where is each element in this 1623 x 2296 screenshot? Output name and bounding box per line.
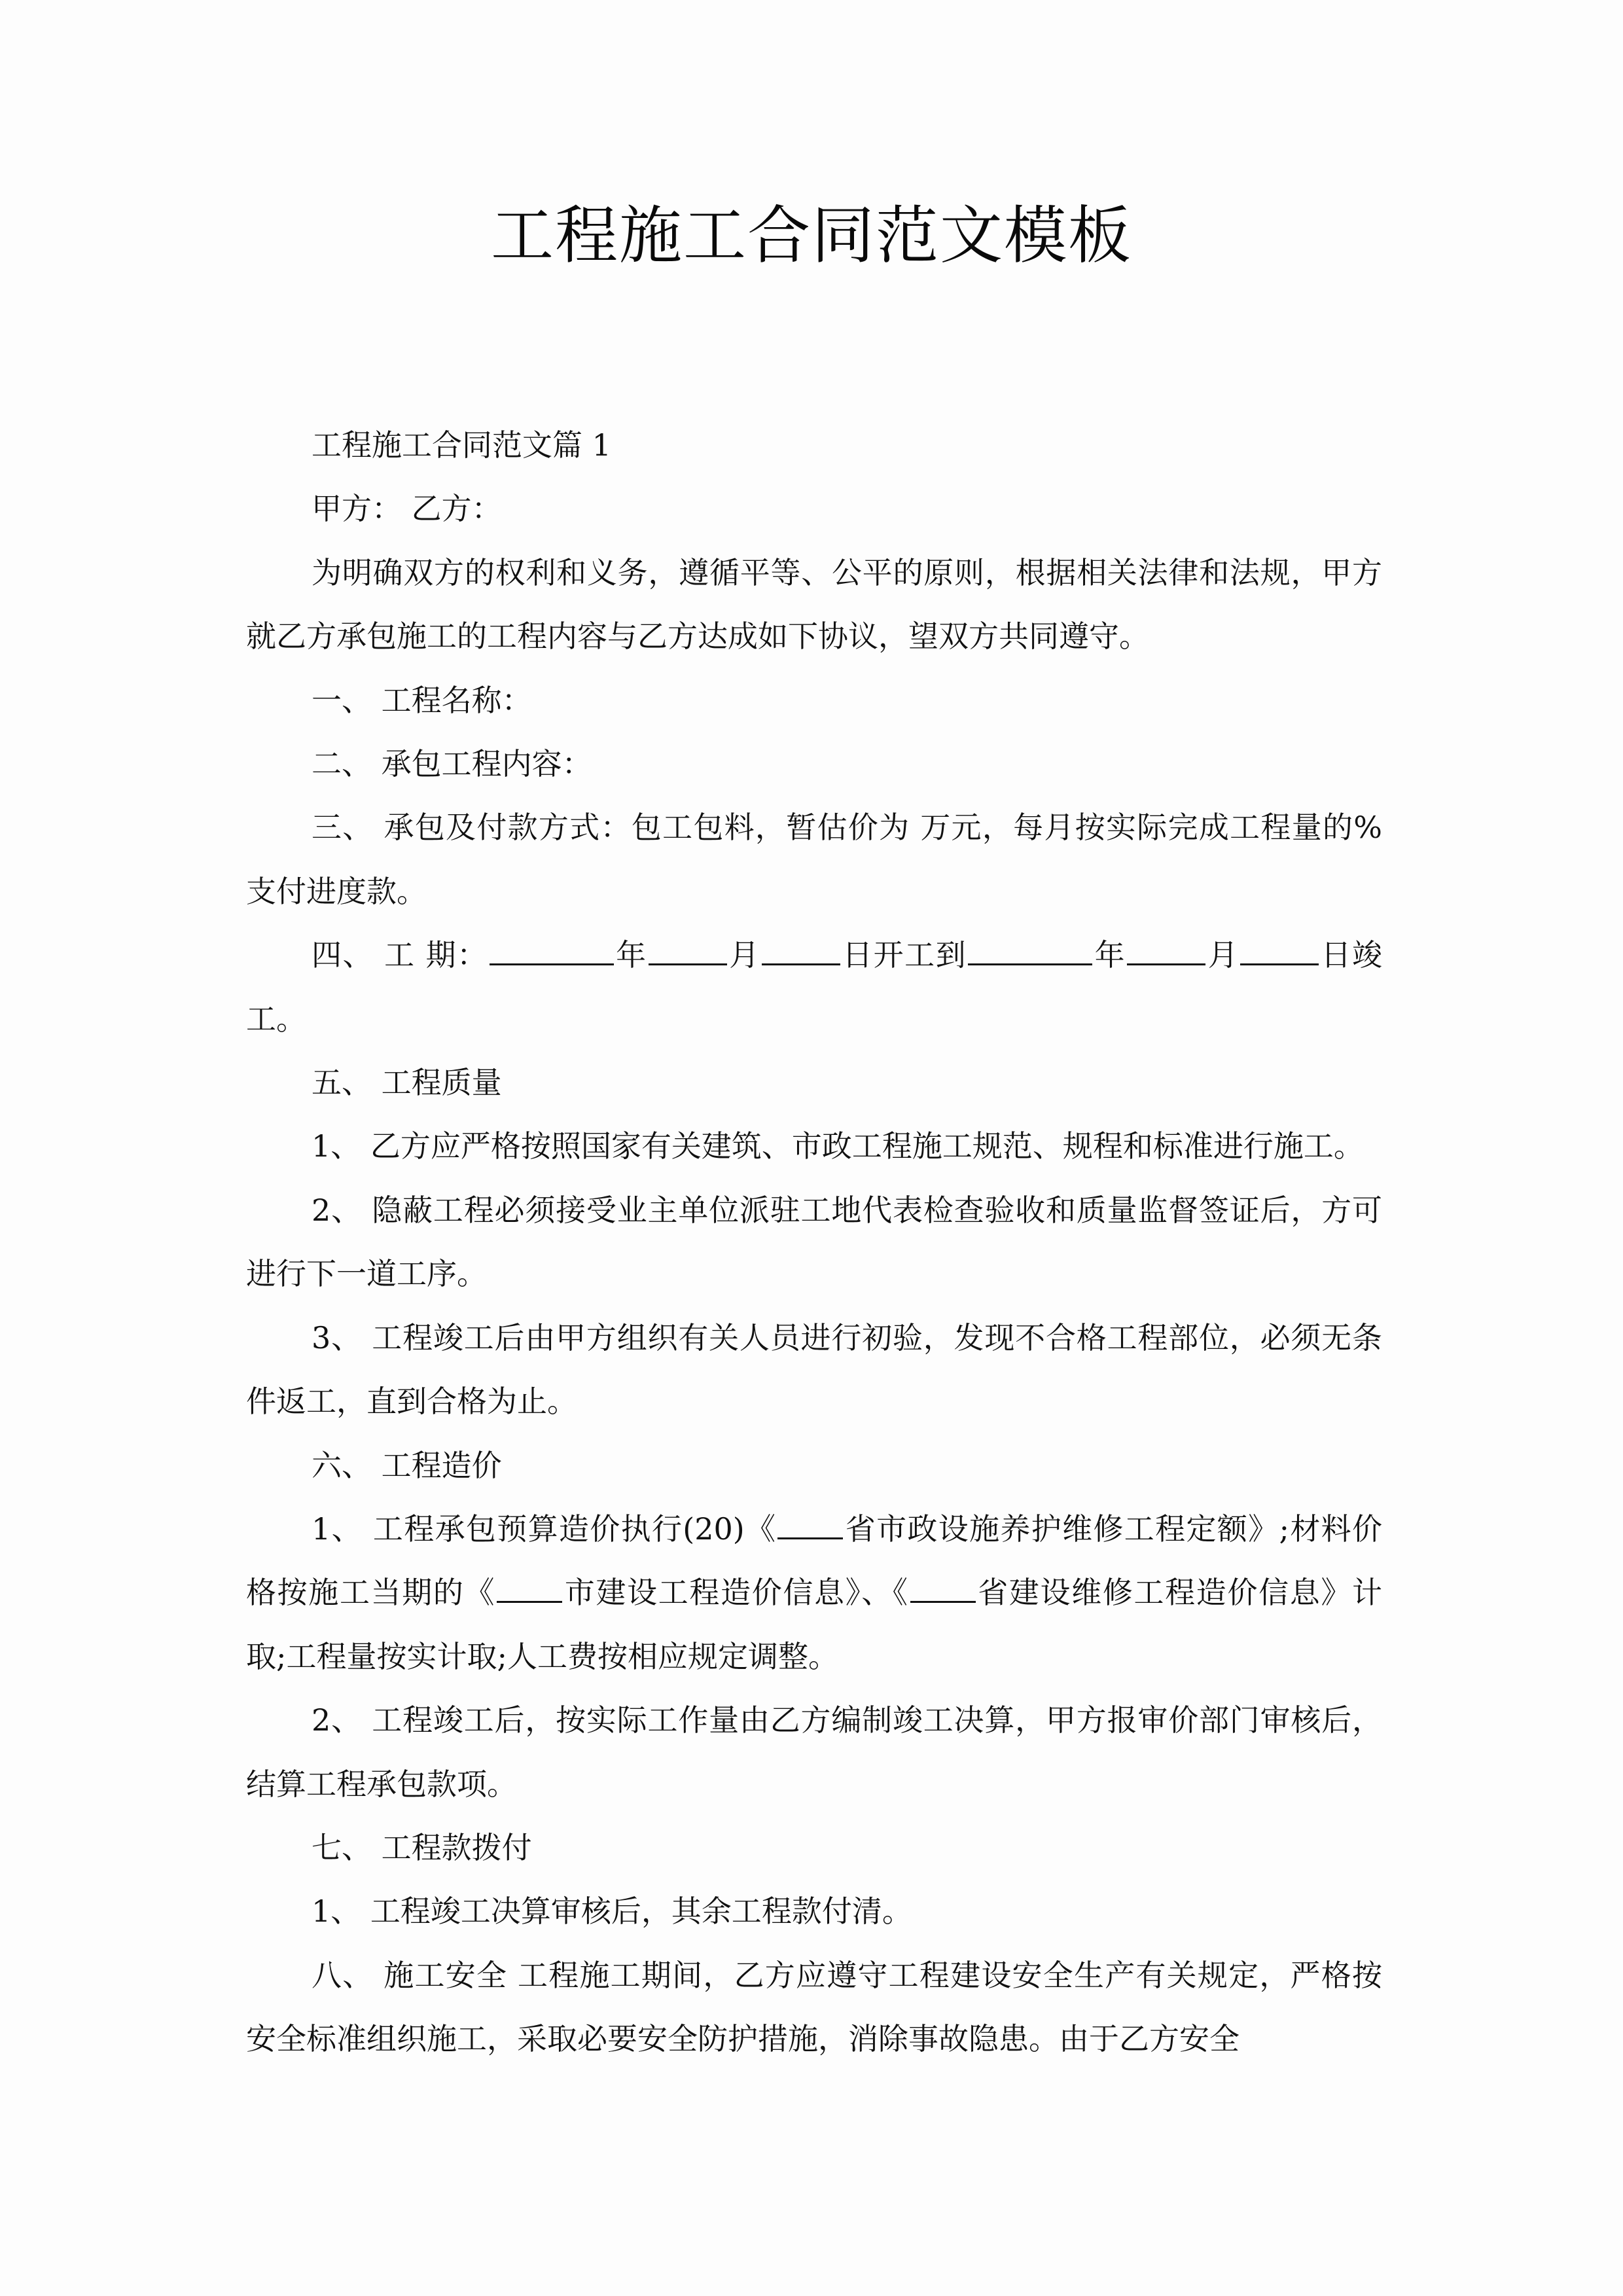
end-day-blank[interactable]	[1240, 937, 1319, 965]
clause-5-quality: 五、 工程质量	[312, 1065, 502, 1101]
cost-item-1-text-c: 市建设工程造价信息》、《	[563, 1575, 909, 1611]
start-year-unit: 年	[615, 937, 647, 973]
cost-item-2: 2、 工程竣工后，按实际工作量由乙方编制竣工决算，甲方报审价部门审核后，结算工程承包款项。	[246, 1702, 1382, 1802]
end-month-unit: 月	[1207, 937, 1240, 973]
clause-4-schedule	[246, 924, 1382, 1051]
parties-line: 甲方： 乙方：	[312, 491, 502, 527]
end-year-unit: 年	[1094, 937, 1126, 973]
clause-6-cost: 六、 工程造价	[312, 1447, 502, 1483]
city-blank[interactable]	[497, 1575, 562, 1603]
cost-item-1	[246, 1498, 1382, 1689]
start-month-unit: 月	[728, 937, 760, 973]
clause-4-label: 四、 工 期：	[312, 937, 488, 973]
province-blank-2[interactable]	[910, 1575, 976, 1603]
province-blank-1[interactable]	[777, 1511, 843, 1539]
cost-item-1-text-b: 省市政设施养护维修工程定额》;材料价格按施工当期的《	[246, 1511, 1382, 1611]
preamble-paragraph: 为明确双方的权利和义务，遵循平等、公平的原则，根据相关法律和法规，甲方就乙方承包施工的工程内容与乙方达成如下协议，望双方共同遵守。	[246, 554, 1382, 655]
document-title: 工程施工合同范文模板	[491, 199, 1132, 272]
end-year-blank[interactable]	[968, 937, 1092, 965]
quality-item-3: 3、 工程竣工后由甲方组织有关人员进行初验，发现不合格工程部位，必须无条件返工，直到合格为止。	[246, 1319, 1382, 1420]
start-day-unit: 日开工到	[841, 937, 967, 973]
cost-item-1-text-a: 1、 工程承包预算造价执行(20)《	[312, 1511, 777, 1547]
quality-item-1: 1、 乙方应严格按照国家有关建筑、市政工程施工规范、规程和标准进行施工。	[312, 1128, 1364, 1164]
end-day-unit: 日竣工。	[246, 937, 1383, 1037]
clause-1-project-name: 一、 工程名称：	[312, 682, 532, 718]
clause-8-safety: 八、 施工安全 工程施工期间，乙方应遵守工程建设安全生产有关规定，严格按安全标准组织施工，采取必要安全防护措施，消除事故隐患。由于乙方安全	[246, 1957, 1382, 2057]
clause-3-payment: 三、 承包及付款方式：包工包料，暂估价为 万元，每月按实际完成工程量的%支付进度款。	[246, 810, 1382, 909]
section-heading-article-1: 工程施工合同范文篇 1	[312, 427, 611, 463]
clause-7-payment-disbursement: 七、 工程款拨付	[312, 1829, 532, 1865]
disbursement-item-1: 1、 工程竣工决算审核后，其余工程款付清。	[312, 1893, 912, 1929]
cost-item-1-text-d: 省建设维修工程造价信息》计取;工程量按实计取;人工费按相应规定调整。	[246, 1575, 1383, 1674]
document-body	[246, 414, 1382, 2072]
start-year-blank[interactable]	[490, 937, 614, 965]
end-month-blank[interactable]	[1127, 937, 1205, 965]
quality-item-2: 2、 隐蔽工程必须接受业主单位派驻工地代表检查验收和质量监督签证后，方可进行下一道工序。	[246, 1192, 1382, 1292]
start-day-blank[interactable]	[762, 937, 840, 965]
clause-2-scope: 二、 承包工程内容：	[312, 746, 592, 782]
start-month-blank[interactable]	[649, 937, 727, 965]
